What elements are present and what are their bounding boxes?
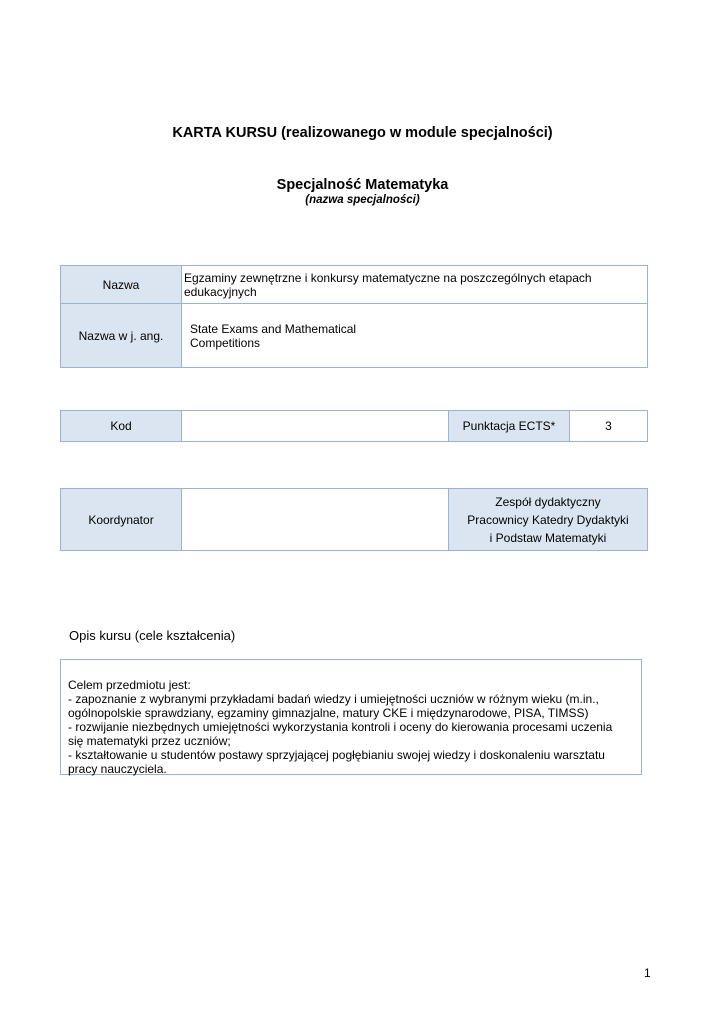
name-en-line: Competitions [190,335,261,350]
description-line: się matematyki przez uczniów; [68,734,231,748]
name-en-label: Nazwa w j. ang. [61,304,182,368]
teaching-team-line: Pracownicy Katedry Dydaktyki [467,512,629,527]
description-label: Opis kursu (cele kształcenia) [69,628,236,643]
description-line: - zapoznanie z wybranymi przykładami badań wiedzy i umiejętności uczniów w różnym wieku (m.in., [68,692,599,706]
name-en-value [182,304,648,368]
specialty-subtitle: (nazwa specjalności) [305,194,420,206]
description-line: ogólnopolskie sprawdziany, egzaminy gimnazjalne, matury CKE i międzynarodowe, PISA, TIMSS) [68,706,589,720]
description-line: - rozwijanie niezbędnych umiejętności wykorzystania kontroli i oceny do kierowania procesami uczenia [68,720,613,734]
coordinator-table [60,488,648,551]
coordinator-value [182,489,449,551]
name-en-line: State Exams and Mathematical [190,321,357,336]
description-line: - kształtowanie u studentów postawy sprzyjającej pogłębianiu swojej wiedzy i doskonaleniu warsztatu [68,748,605,762]
teaching-team-line: i Podstaw Matematyki [489,530,607,545]
coordinator-label: Koordynator [61,489,182,551]
code-table [60,410,648,442]
specialty-name: Specjalność Matematyka [276,177,449,193]
document-title: KARTA KURSU (realizowanego w module specjalności) [172,125,553,141]
description-line: Celem przedmiotu jest: [68,678,191,692]
name-value: Egzaminy zewnętrzne i konkursy matematyczne na poszczególnych etapach edukacyjnych [182,266,648,304]
course-name-table [60,265,648,368]
code-label: Kod [61,411,182,442]
description-line: pracy nauczyciela. [68,762,167,776]
teaching-team-line: Zespół dydaktyczny [495,494,601,509]
description-box [60,659,642,775]
page-number: 1 [644,966,651,980]
ects-label: Punktacja ECTS* [449,411,570,442]
code-value [182,411,449,442]
ects-value: 3 [570,411,648,442]
name-label: Nazwa [61,266,182,304]
teaching-team [449,489,648,551]
